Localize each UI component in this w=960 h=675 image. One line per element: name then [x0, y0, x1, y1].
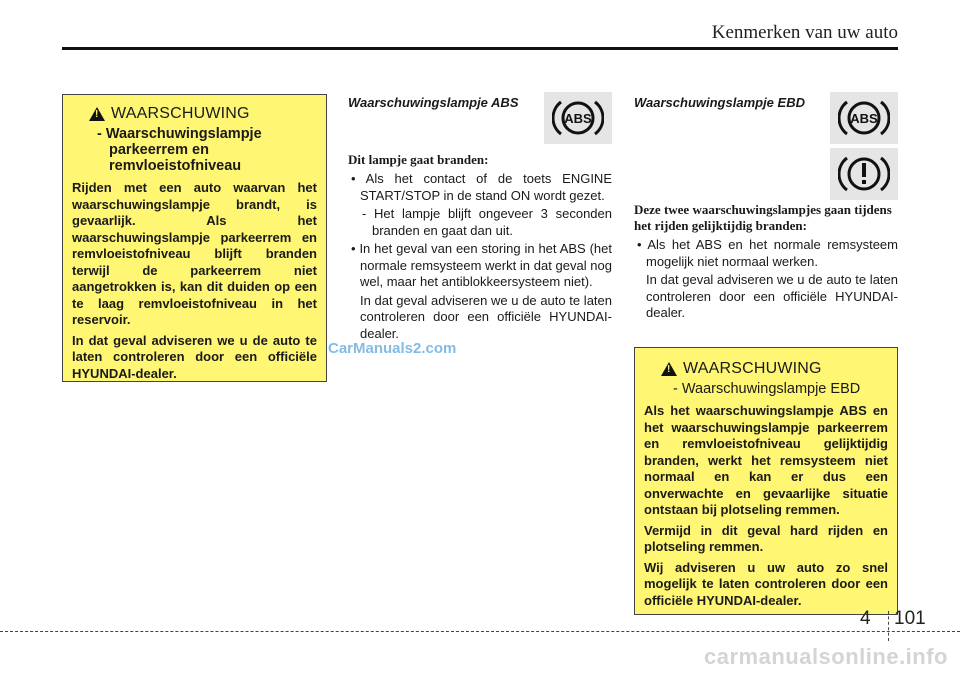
section-number: 4 — [860, 608, 871, 629]
warning-box-parking-brake — [62, 94, 327, 382]
watermark: CarManuals2.com — [328, 340, 457, 357]
footer-rule — [0, 631, 960, 632]
warning-triangle-icon: ! — [89, 107, 105, 121]
warning-triangle-icon: ! — [661, 362, 677, 376]
svg-text:ABS: ABS — [564, 111, 592, 126]
list-item: - Het lampje blijft ongeveer 3 seconden branden en gaat dan uit. — [362, 206, 612, 238]
list-item: • Als het ABS en het normale remsysteem mogelijk niet normaal werken. — [637, 237, 898, 269]
warning-paragraph: Vermijd in dit geval hard rijden en plotseling remmen. — [644, 522, 888, 554]
warning-heading: ! WAARSCHUWING — [661, 360, 888, 378]
warning-subtitle: - Waarschuwingslampje EBD — [673, 381, 861, 397]
footer-divider — [888, 611, 889, 641]
abs-warning-icon — [544, 92, 612, 144]
section-lead: Deze twee waarschuwingslampjes gaan tijdens het rijden gelijktijdig branden: — [634, 202, 892, 233]
section-heading: Waarschuwingslampje EBD — [634, 95, 805, 110]
warning-heading: ! WAARSCHUWING — [89, 105, 317, 123]
warning-paragraph: Wij adviseren u uw auto zo snel mogelijk te laten controleren door een officiële HYUNDAI-dealer. — [644, 559, 888, 608]
list-item: • Als het contact of de toets ENGINE START/STOP in de stand ON wordt gezet. — [351, 171, 612, 203]
section-lead: Dit lampje gaat branden: — [348, 152, 489, 167]
warning-paragraph: Rijden met een auto waarvan het waarschuwingslampje brandt, is gevaarlijk. Als het waarschuwingslampje parkeerrem en remvloeistofniveau blijft branden terwijl de parkeerrem niet aangetrokken is, kan dit duiden op een te laag remvloeistofniveau in het reservoir. — [72, 180, 317, 327]
ebd-section — [634, 92, 898, 324]
page-number: 101 — [894, 608, 926, 629]
svg-text:ABS: ABS — [850, 111, 878, 126]
list-item: • In het geval van een storing in het ABS (het normale remsysteem werkt in dat geval nog wel, maar het antiblokkeersysteem niet). — [351, 241, 612, 289]
page-header-title: Kenmerken van uw auto — [711, 22, 898, 43]
warning-paragraph: Als het waarschuwingslampje ABS en het waarschuwingslampje parkeerrem en remvloeistofniveau gelijktijdig branden, werkt het remsysteem niet normaal en kan er dus een onverwachte en gevaarlijke situatie ontstaan bij plotseling remmen. — [644, 403, 888, 517]
list-item: In dat geval adviseren we u de auto te laten controleren door een officiële HYUNDAI-dealer. — [646, 272, 898, 320]
brake-warning-icon — [830, 148, 898, 200]
abs-warning-icon — [830, 92, 898, 144]
warning-box-ebd — [634, 347, 898, 615]
warning-subtitle: - Waarschuwingslampje parkeerrem en remvloeistofniveau — [97, 126, 262, 174]
header-rule — [62, 47, 898, 50]
warning-paragraph: In dat geval adviseren we u de auto te laten controleren door een officiële HYUNDAI-dealer. — [72, 332, 317, 381]
section-heading: Waarschuwingslampje ABS — [348, 95, 519, 110]
abs-section — [348, 92, 612, 344]
footer-watermark: carmanualsonline.info — [704, 644, 948, 669]
list-item: In dat geval adviseren we u de auto te laten controleren door een officiële HYUNDAI-dealer. — [360, 292, 612, 341]
